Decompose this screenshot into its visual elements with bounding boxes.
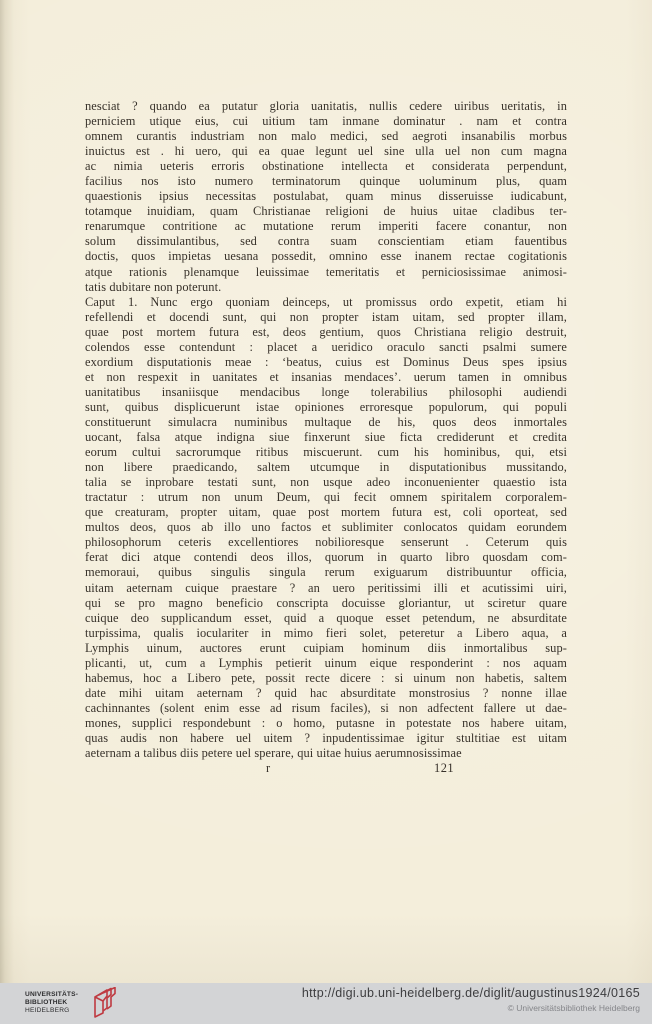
text-line: philosophorum ceteris excellentiores nobilioresque senserunt . Ceterum quis [85, 535, 567, 550]
text-line: eorum cultui sacrorumque ritibus miscuerunt. cum his hominibus, qui, etsi [85, 445, 567, 460]
logo-line-2: BIBLIOTHEK [25, 999, 68, 1006]
signature-mark: r [266, 761, 271, 775]
text-line: mones, supplici respondebunt : o homo, putasne in potestate nos habere uitam, [85, 715, 567, 730]
text-line: tatis dubitare non poterunt. [85, 279, 222, 294]
digitization-url: http://digi.ub.uni-heidelberg.de/diglit/augustinus1924/0165 [301, 986, 640, 1000]
text-line: renarumque contritione ac mutatione rerum imperiti facere conantur, non [85, 219, 567, 234]
text-line: exordium disputationis meae : ‘beatus, cuius est Dominus Deus spes ipsius [85, 354, 567, 369]
text-line: date mihi uitam aeternam ? quid hac absurditate monstrosius ? nonne illae [85, 685, 567, 700]
text-line: constituerunt simulacra numinibus multaque de his, quos deos inmortales [85, 414, 567, 429]
text-line: omnem curantis industriam non malo medici, sed aegroti insanabilis morbus [85, 129, 567, 144]
text-line: que creaturam, propter uitam, quae post mortem futura est, coli oporteat, sed [85, 505, 567, 520]
copyright-notice: © Universitätsbibliothek Heidelberg [507, 1003, 640, 1013]
logo-line-1: UNIVERSITÄTS- [25, 991, 79, 998]
text-line: cuique deo supplicandum esset, quid a quoque esset petendum, ne absurditate [85, 610, 567, 625]
page-number: 121 [434, 761, 455, 775]
text-line: talia se inprobare testati sunt, non usque adeo inconuenienter quaestio ista [85, 475, 567, 490]
text-line: qui se pro magno beneficio conscripta docuisse gloriantur, ut sciretur quare [85, 595, 567, 610]
logo-line-3: HEIDELBERG [25, 1007, 70, 1014]
text-line: aeternam a talibus diis petere uel sperare, qui uitae huius aerumnosissimae [85, 746, 462, 761]
text-line: tractatur : utrum non unum Deum, qui fecit omnem spiritalem corporalem- [85, 490, 567, 505]
text-line: cachinnantes (solent enim esse ad risum faciles), si non adfectent fallere ut dae- [85, 700, 567, 715]
text-line: non libere praedicando, saltem utcumque in disputationibus mussitando, [85, 460, 567, 475]
text-line: multos deos, quos ab illo uno factos et sublimiter conlocatos quidam eorundem [85, 520, 567, 535]
text-line: solum dissimulantibus, sed contra suam conscientiam etiam fauentibus [85, 234, 567, 249]
library-logo [25, 987, 119, 1024]
text-line: quaestionis ipsius necessitas postulabat, quam minus disseruisse iudicabunt, [85, 189, 567, 204]
text-line: refellendi et docendi sunt, qui non propter istam uitam, sed propter illam, [85, 309, 567, 324]
text-line: perniciem utique eius, cui uitium tam inmane dominatur . nam et contra [85, 114, 567, 129]
text-line: uitam aeternam cuique praestare ? an uero peritissimi illi et acutissimi uiri, [85, 580, 567, 595]
text-line: quas audis non habere uel uitem ? inpudentissimae igitur stultitiae est uitam [85, 730, 567, 745]
text-line: atque rationis plenamque leuissimae temeritatis et perniciosissimae animosi- [85, 264, 567, 279]
library-footer-bar [0, 983, 652, 1024]
text-line: uanitatibus insaniisque mendacibus longe tolerabilius philosophi audiendi [85, 384, 567, 399]
text-line: ac nimia ueteris erroris obstinatione intellecta et considerata perpendunt, [85, 159, 567, 174]
text-line: Caput 1. Nunc ergo quoniam deinceps, ut promissus ordo expetit, etiam hi [85, 294, 567, 309]
stacked-books-icon [81, 987, 119, 1024]
footer-right-info [302, 986, 640, 1013]
text-line: turpissima, qualis ioculariter in mimo fieri solet, peteretur a Libero aqua, a [85, 625, 567, 640]
text-line: et non respexit in uanitates et insanias mendaces’. uerum tamen in omnibus [85, 369, 567, 384]
text-line: sunt, quibus displicuerunt istae opiniones erroresque populorum, qui populi [85, 399, 567, 414]
text-line: memoraui, quibus singulis singula rerum exiguarum distribuuntur officia, [85, 565, 567, 580]
text-line: nesciat ? quando ea putatur gloria uanitatis, nullis cedere uiribus ueritatis, in [85, 99, 567, 113]
text-line: ferat dici atque contendi deos illos, quorum in quarto libro quosdam com- [85, 550, 567, 565]
text-line: quae post mortem futura est, deos gentium, quos Christiana religio destruit, [85, 324, 567, 339]
text-line: Lymphis uinum, auctores erunt cuipiam hominum diis inmortalibus sup- [85, 640, 567, 655]
text-line: uocant, falsa atque indigna siue finxerunt siue ficta crediderunt et credita [85, 430, 567, 445]
page-footer-line [85, 761, 567, 777]
latin-text-block [85, 99, 567, 761]
text-line: colendos esse contendunt : placet a ueridico oraculo sancti psalmi sumere [85, 339, 567, 354]
text-line: inuictus est . hi uero, qui ea quae legunt uel sine ulla uel non cum magna [85, 144, 567, 159]
library-logo-text [25, 987, 78, 1015]
text-line: totamque inuidiam, quam Christianae religioni de huius uitae cladibus ter- [85, 204, 567, 219]
text-line: facilius nos isto numero terminatorum quinque uoluminum plus, quam [85, 174, 567, 189]
text-line: habemus, hoc a Libero pete, possit recte dicere : si uinum non habetis, saltem [85, 670, 567, 685]
text-line: doctis, quos impietas uesana possedit, omnino esse inanem rectae cogitationis [85, 249, 567, 264]
text-line: plicanti, ut, cum a Lymphis petierit uinum eique responderint : nos aquam [85, 655, 567, 670]
